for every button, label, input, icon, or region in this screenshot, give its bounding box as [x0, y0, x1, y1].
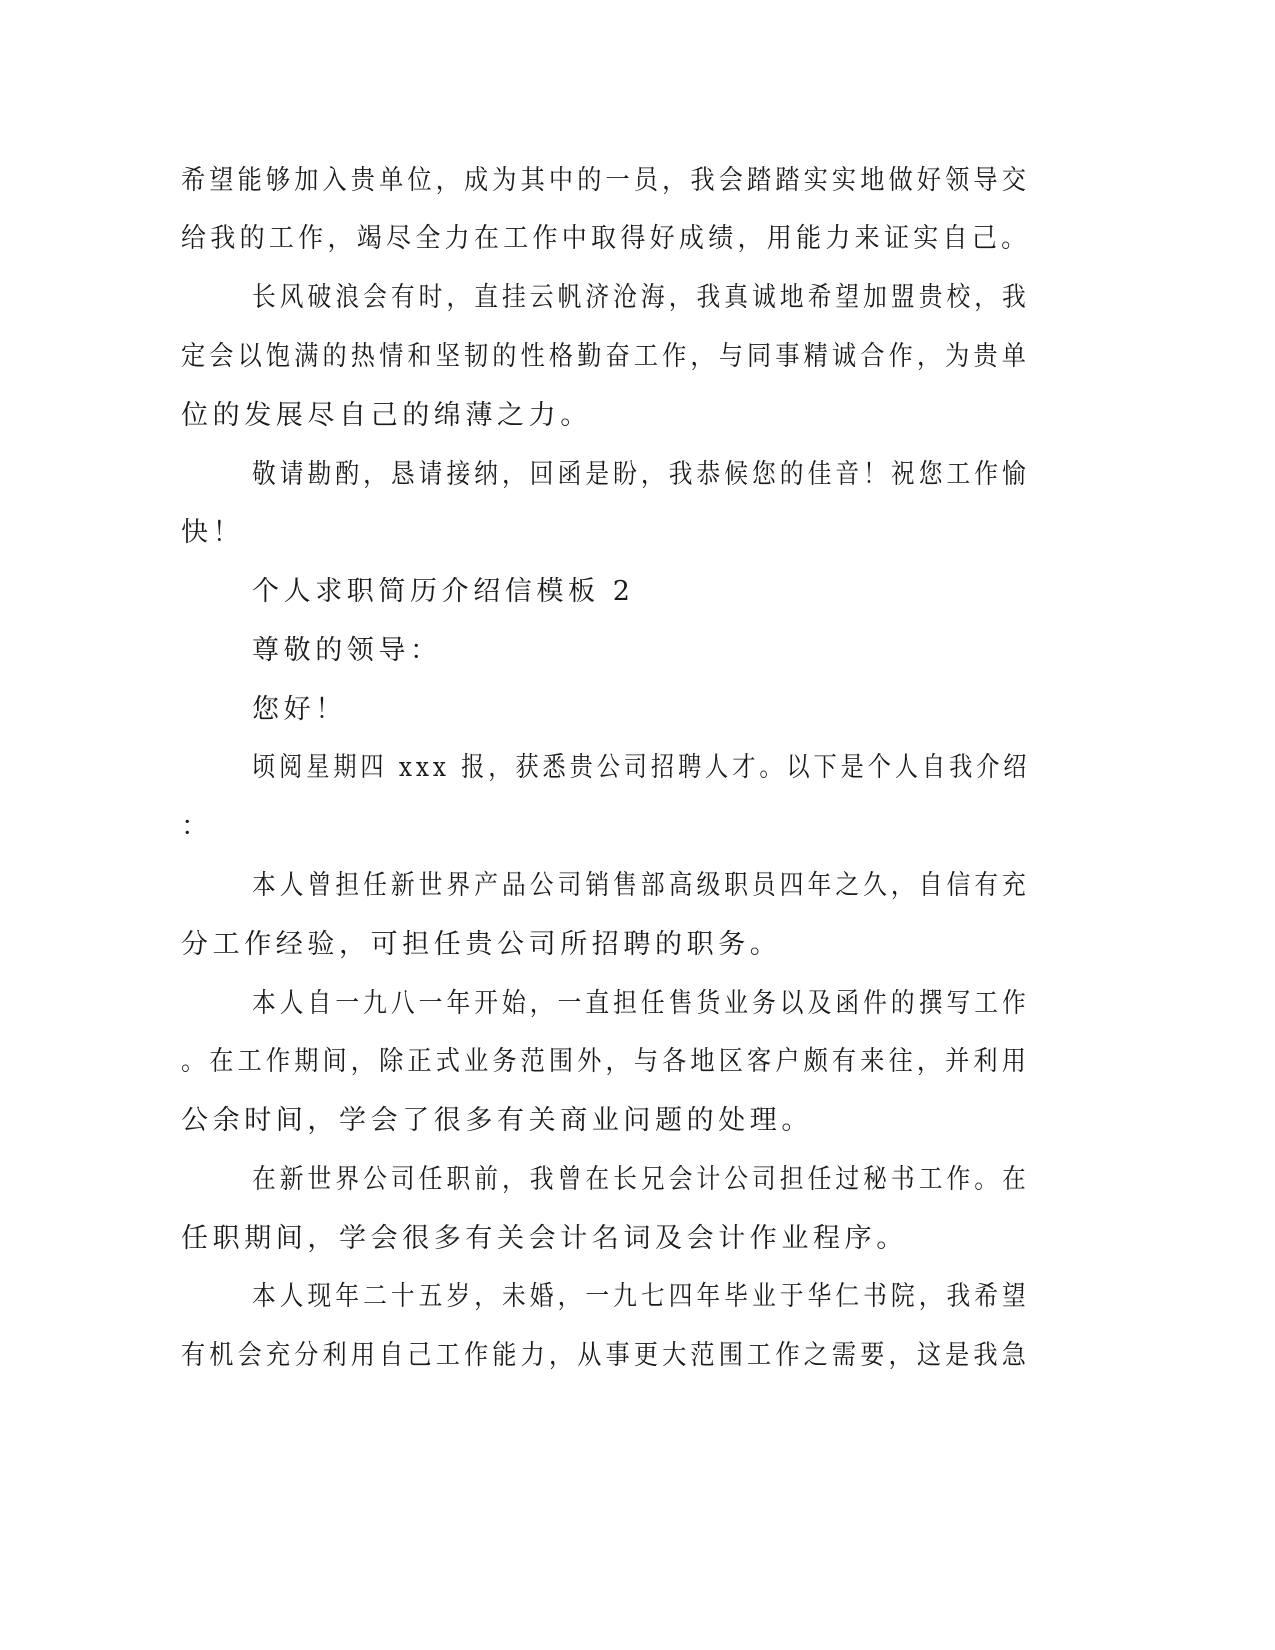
paragraph-line: 有机会充分利用自己工作能力，从事更大范围工作之需要，这是我急: [181, 1340, 1031, 1371]
paragraph-line: 希望能够加入贵单位，成为其中的一员，我会踏踏实实地做好领导交: [181, 165, 1031, 196]
greeting: 您好！: [252, 694, 347, 725]
paragraph-line: 在新世界公司任职前，我曾在长兄会计公司担任过秘书工作。在: [252, 1164, 1030, 1195]
paragraph-line: 公余时间，学会了很多有关商业问题的处理。: [181, 1105, 813, 1136]
paragraph-line: 分工作经验，可担任贵公司所招聘的职务。: [181, 929, 782, 960]
salutation: 尊敬的领导：: [252, 635, 442, 666]
paragraph-line: 本人现年二十五岁，未婚，一九七四年毕业于华仁书院，我希望: [252, 1281, 1030, 1312]
paragraph-line: 定会以饱满的热情和坚韧的性格勤奋工作，与同事精诚合作，为贵单: [181, 341, 1031, 372]
paragraph-line: 。在工作期间，除正式业务范围外，与各地区客户颇有来往，并利用: [181, 1046, 1031, 1077]
paragraph-line: 本人自一九八一年开始，一直担任售货业务以及函件的撰写工作: [252, 988, 1030, 1019]
paragraph-line: 敬请勘酌，恳请接纳，回函是盼，我恭候您的佳音！祝您工作愉: [252, 459, 1030, 490]
paragraph-line: 长风破浪会有时，直挂云帆济沧海，我真诚地希望加盟贵校，我: [252, 282, 1030, 313]
paragraph-line: 位的发展尽自己的绵薄之力。: [181, 400, 592, 431]
paragraph-line: 任职期间，学会很多有关会计名词及会计作业程序。: [181, 1223, 908, 1254]
paragraph-line: 顷阅星期四 xxx 报，获悉贵公司招聘人才。以下是个人自我介绍: [252, 752, 1031, 783]
paragraph-line: 本人曾担任新世界产品公司销售部高级职员四年之久，自信有充: [252, 870, 1030, 901]
paragraph-line: 给我的工作，竭尽全力在工作中取得好成绩，用能力来证实自己。: [181, 223, 1031, 254]
section-heading: 个人求职简历介绍信模板 2: [252, 576, 635, 607]
paragraph-line: 快！: [181, 517, 245, 548]
paragraph-line: ：: [181, 811, 213, 842]
